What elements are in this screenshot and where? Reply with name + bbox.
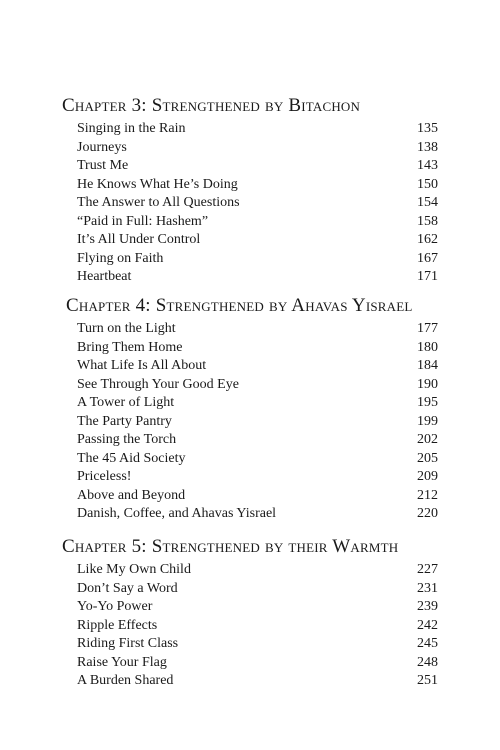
entry-title: Flying on Faith	[77, 250, 164, 266]
entry-title: The Party Pantry	[77, 413, 172, 429]
entry-page: 209	[417, 469, 438, 484]
entry-page: 227	[417, 562, 438, 577]
toc-entry[interactable]	[0, 156, 500, 175]
chapter-5-title: Chapter 5: Strengthened by their Warmth	[62, 536, 399, 557]
toc-entry[interactable]	[0, 616, 500, 635]
toc-entry[interactable]	[0, 212, 500, 231]
chapter-4-title: Chapter 4: Strengthened by Ahavas Yisrael	[66, 295, 413, 316]
entry-page: 205	[417, 450, 438, 466]
toc-entry[interactable]	[0, 486, 500, 505]
entry-page: 162	[417, 232, 438, 247]
toc-entry[interactable]	[0, 249, 500, 268]
entry-page: 212	[417, 487, 438, 503]
entry-title: Don’t Say a Word	[77, 580, 178, 596]
entry-title: Above and Beyond	[77, 487, 186, 503]
entry-page: 150	[417, 176, 438, 192]
entry-page: 184	[417, 358, 438, 373]
toc-entry[interactable]	[0, 138, 500, 157]
entry-title: The 45 Aid Society	[77, 450, 186, 466]
toc-entry[interactable]	[0, 319, 500, 338]
entry-title: “Paid in Full: Hashem”	[77, 213, 209, 229]
toc-entry[interactable]	[0, 671, 500, 690]
entry-page: 177	[417, 321, 438, 336]
entry-title: The Answer to All Questions	[77, 195, 240, 210]
entry-page: 167	[417, 250, 438, 266]
toc-entry[interactable]	[0, 597, 500, 616]
entry-title: Riding First Class	[77, 636, 179, 651]
entry-page: 245	[417, 636, 438, 651]
toc-entry[interactable]	[0, 119, 500, 138]
entry-page: 195	[417, 395, 438, 410]
toc-entry[interactable]	[0, 230, 500, 249]
entry-title: Like My Own Child	[77, 562, 191, 577]
entry-page: 190	[417, 376, 438, 392]
entry-title: Journeys	[77, 139, 127, 155]
toc-entry[interactable]	[0, 193, 500, 212]
toc-entry[interactable]	[0, 412, 500, 431]
entry-page: 180	[417, 339, 438, 355]
toc-entry[interactable]	[0, 267, 500, 286]
entry-page: 154	[417, 195, 438, 210]
entry-page: 251	[417, 673, 438, 688]
entry-title: Danish, Coffee, and Ahavas Yisrael	[77, 506, 277, 521]
entry-title: A Burden Shared	[77, 673, 174, 688]
entry-page: 248	[417, 654, 438, 670]
entry-page: 220	[417, 506, 438, 521]
toc-entry[interactable]	[0, 430, 500, 449]
entry-title: He Knows What He’s Doing	[77, 176, 238, 192]
toc-entry[interactable]	[0, 393, 500, 412]
toc-entry[interactable]	[0, 467, 500, 486]
toc-entry[interactable]	[0, 653, 500, 672]
entry-title: Bring Them Home	[77, 339, 183, 355]
toc-entry[interactable]	[0, 175, 500, 194]
entry-title: A Tower of Light	[77, 395, 175, 410]
entry-title: Turn on the Light	[77, 321, 176, 336]
entry-page: 135	[417, 121, 438, 136]
entry-title: Heartbeat	[77, 269, 132, 284]
entry-page: 199	[417, 413, 438, 429]
entry-page: 231	[417, 580, 438, 596]
entry-page: 242	[417, 617, 438, 633]
entry-title: It’s All Under Control	[77, 232, 201, 247]
entry-title: Ripple Effects	[77, 617, 158, 633]
toc-entry[interactable]	[0, 375, 500, 394]
entry-page: 138	[417, 139, 438, 155]
entry-title: Singing in the Rain	[77, 121, 186, 136]
toc-entry[interactable]	[0, 356, 500, 375]
entry-page: 171	[417, 269, 438, 284]
entry-title: Passing the Torch	[77, 432, 177, 447]
entry-page: 239	[417, 599, 438, 614]
entry-title: See Through Your Good Eye	[77, 376, 239, 392]
toc-entry[interactable]	[0, 504, 500, 523]
toc-entry[interactable]	[0, 634, 500, 653]
entry-page: 158	[417, 213, 438, 229]
toc-entry[interactable]	[0, 579, 500, 598]
entry-title: What Life Is All About	[77, 358, 207, 373]
entry-title: Yo-Yo Power	[77, 599, 153, 614]
chapter-3-title: Chapter 3: Strengthened by Bitachon	[62, 95, 361, 116]
entry-title: Trust Me	[77, 158, 129, 173]
toc-entry[interactable]	[0, 560, 500, 579]
toc-entry[interactable]	[0, 449, 500, 468]
entry-title: Raise Your Flag	[77, 654, 167, 670]
entry-title: Priceless!	[77, 469, 132, 484]
entry-page: 143	[417, 158, 438, 173]
entry-page: 202	[417, 432, 438, 447]
toc-entry[interactable]	[0, 338, 500, 357]
